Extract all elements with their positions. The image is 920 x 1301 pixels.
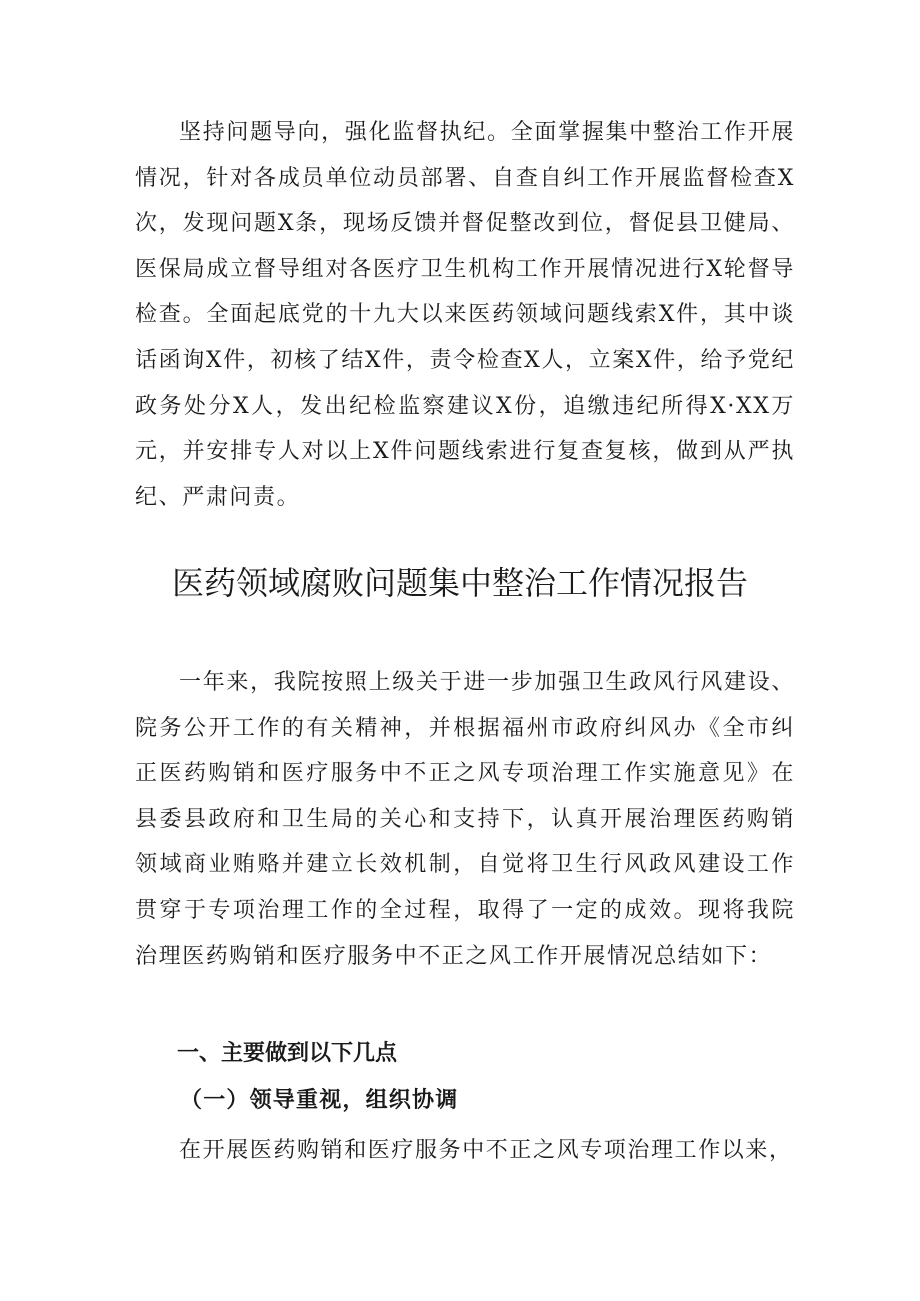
report-title: 医药领域腐败问题集中整治工作情况报告 — [171, 564, 748, 602]
paragraph-intro: 一年来，我院按照上级关于进一步加强卫生政风行风建设、院务公开工作的有关精神，并根据福州市政府纠风办《全市纠正医药购销和医疗服务中不正之风专项治理工作实施意见》在县委县政府和卫生局的关心和支持下，认真开展治理医药购销领域商业贿赂并建立长效机制，自觉将卫生行风政风建设工作贯穿于专项治理工作的全过程，取得了一定的成效。现将我院治理医药购销和医疗服务中不正之风工作开展情况总结如下： — [135, 670, 795, 969]
subsection-heading-1-1: （一）领导重视，组织协调 — [180, 1087, 459, 1113]
paragraph-supervision: 坚持问题导向，强化监督执纪。全面掌握集中整治工作开展情况，针对各成员单位动员部署、自查自纠工作开展监督检查X次，发现问题X条，现场反馈并督促整改到位，督促县卫健局、医保局成立督导组对各医疗卫生机构工作开展情况进行X轮督导检查。全面起底党的十九大以来医药领域问题线索X件，其中谈话函询X件，初核了结X件，责令检查X人，立案X件，给予党纪政务处分X人，发出纪检监察建议X份，追缴违纪所得X·XX万元，并安排专人对以上X件问题线索进行复查复核，做到从严执纪、严肃问责。 — [135, 120, 795, 510]
paragraph-section1-first: 在开展医药购销和医疗服务中不正之风专项治理工作以来， — [179, 1138, 793, 1163]
section-heading-1: 一、主要做到以下几点 — [177, 1041, 398, 1066]
